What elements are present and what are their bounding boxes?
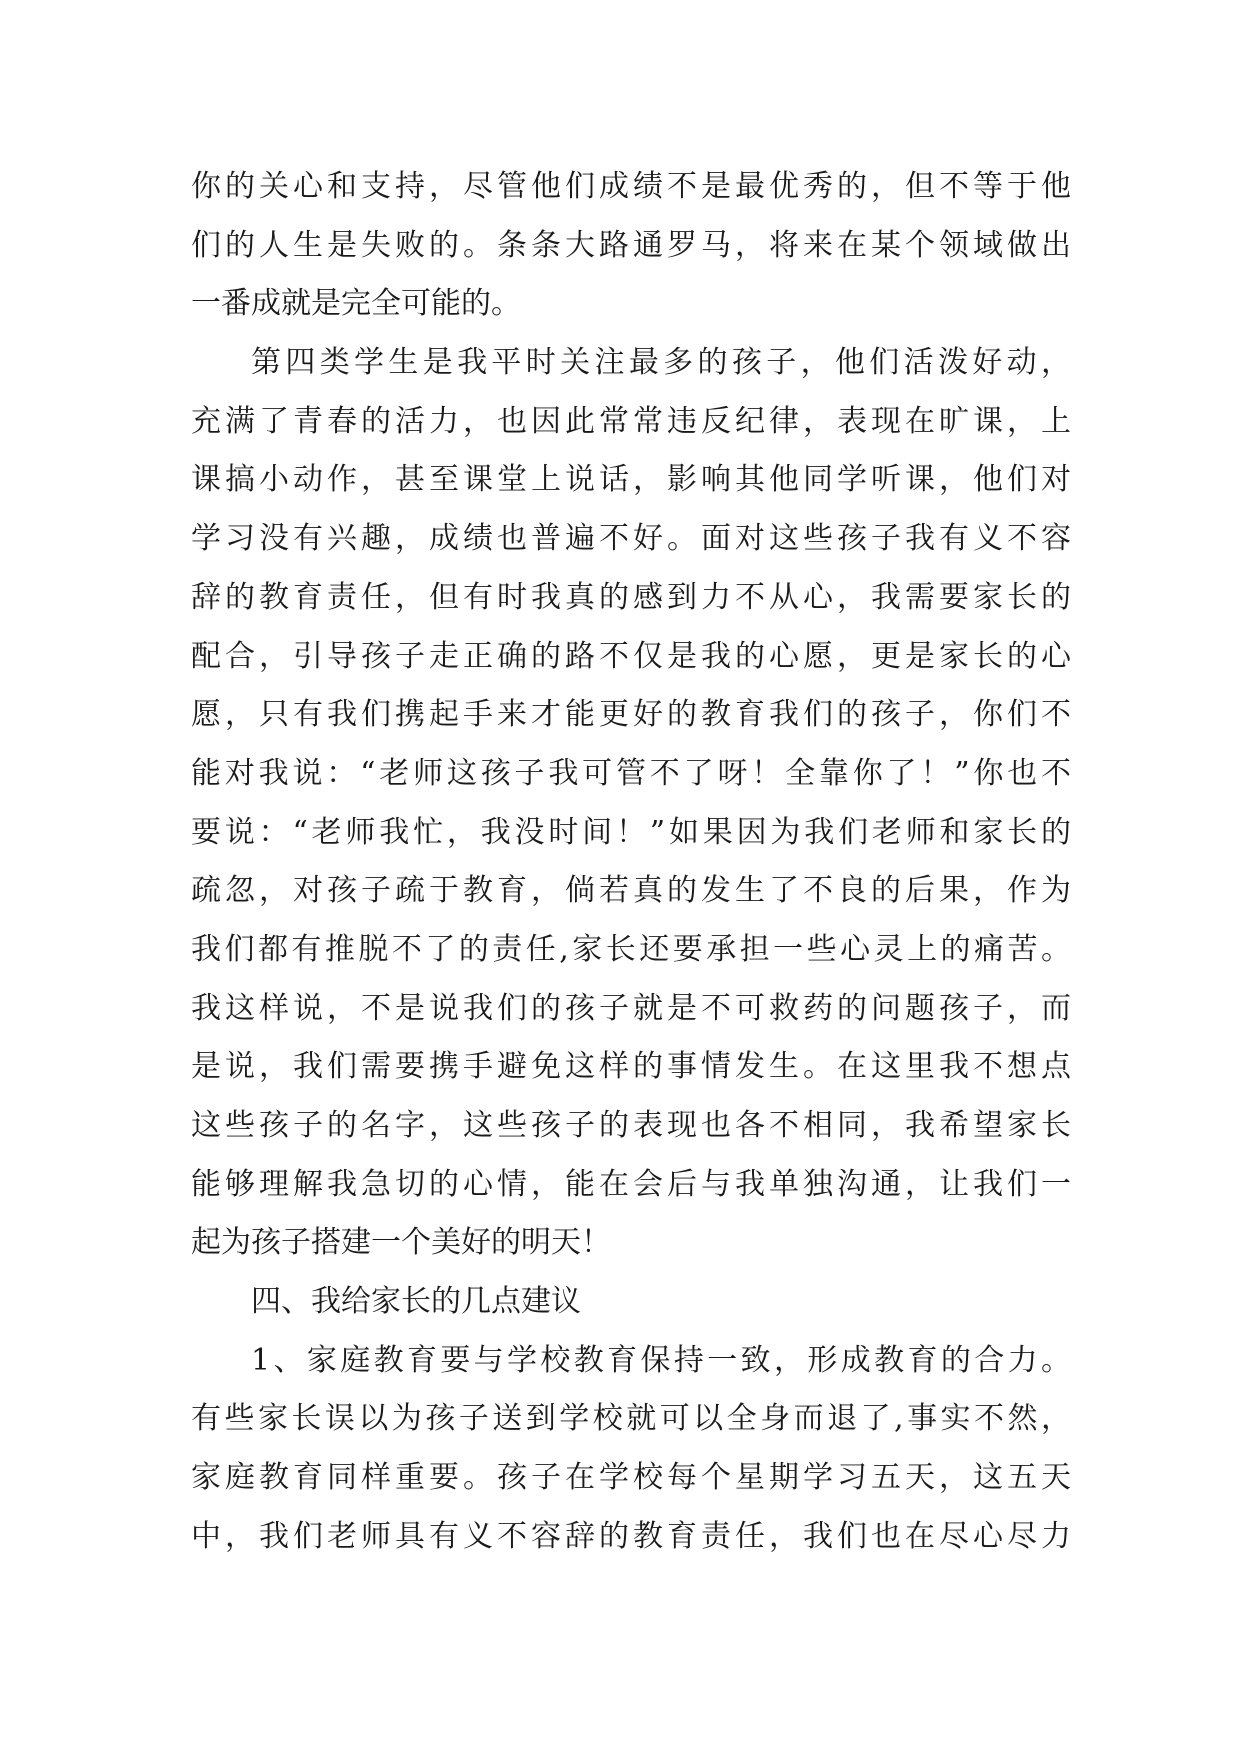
text-line: 充满了青春的活力，也因此常常违反纪律，表现在旷课，上 — [191, 403, 1071, 439]
text-line: 课搞小动作，甚至课堂上说话，影响其他同学听课，他们对 — [191, 462, 1071, 498]
text-line: 学习没有兴趣，成绩也普遍不好。面对这些孩子我有义不容 — [191, 521, 1071, 557]
text-line: 有些家长误以为孩子送到学校就可以全身而退了,事实不然， — [191, 1401, 1071, 1437]
text-line: 1、家庭教育要与学校教育保持一致，形成教育的合力。 — [251, 1342, 1071, 1378]
text-line: 们的人生是失败的。条条大路通罗马，将来在某个领域做出 — [191, 227, 1071, 263]
text-line: 第四类学生是我平时关注最多的孩子，他们活泼好动， — [251, 345, 1071, 381]
text-line: 这些孩子的名字，这些孩子的表现也各不相同，我希望家长 — [191, 1108, 1071, 1143]
text-line: 家庭教育同样重要。孩子在学校每个星期学习五天，这五天 — [191, 1460, 1071, 1496]
text-line: 我这样说，不是说我们的孩子就是不可救药的问题孩子，而 — [191, 990, 1071, 1026]
text-line: 要说：“老师我忙，我没时间！”如果因为我们老师和家长的 — [191, 814, 1071, 850]
text-line: 能够理解我急切的心情，能在会后与我单独沟通，让我们一 — [191, 1166, 1071, 1202]
text-line: 中，我们老师具有义不容辞的教育责任，我们也在尽心尽力 — [191, 1518, 1071, 1554]
text-line: 辞的教育责任，但有时我真的感到力不从心，我需要家长的 — [191, 579, 1071, 615]
section-heading: 四、我给家长的几点建议 — [251, 1284, 581, 1320]
text-line: 起为孩子搭建一个美好的明天！ — [191, 1225, 611, 1261]
text-line: 你的关心和支持，尽管他们成绩不是最优秀的，但不等于他 — [191, 169, 1071, 204]
text-line: 我们都有推脱不了的责任,家长还要承担一些心灵上的痛苦。 — [191, 931, 1071, 967]
text-line: 疏忽，对孩子疏于教育，倘若真的发生了不良的后果，作为 — [191, 873, 1071, 909]
text-line: 一番成就是完全可能的。 — [191, 286, 521, 322]
text-line: 愿，只有我们携起手来才能更好的教育我们的孩子，你们不 — [191, 697, 1071, 733]
body-text — [191, 158, 1071, 1567]
text-line: 是说，我们需要携手避免这样的事情发生。在这里我不想点 — [191, 1049, 1071, 1085]
text-line: 配合，引导孩子走正确的路不仅是我的心愿，更是家长的心 — [191, 638, 1071, 674]
text-line: 能对我说：“老师这孩子我可管不了呀！全靠你了！”你也不 — [191, 755, 1071, 791]
